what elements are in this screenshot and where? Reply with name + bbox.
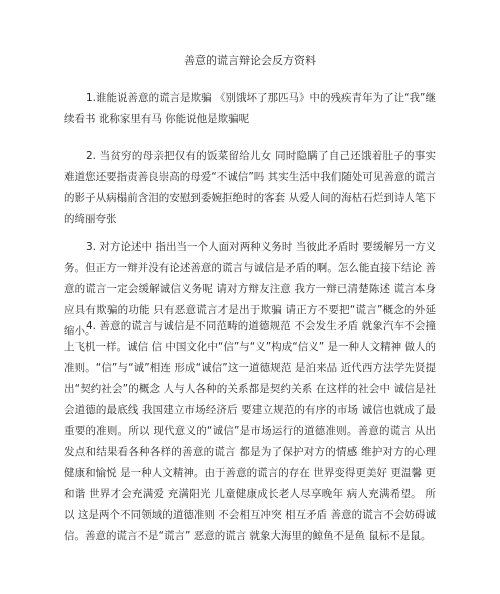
paragraph-2: 2. 当贫穷的母亲把仅有的饭菜留给儿女 同时隐瞒了自己还饿着肚子的事实 难道您还要指责善良崇高的母爱“不诚信”吗 其实生活中我们随处可见善意的谎言的影子从病榻前含泪的安慰到委婉拒绝时的客套 从爱人间的海枯石烂到诗人笔下的绮丽夸张	[64, 150, 436, 225]
paragraph-3: 3. 对方论述中 指出当一个人面对两种义务时 当彼此矛盾时 要缓解另一方义务。但正方一辩并没有论述善意的谎言与诚信是矛盾的啊。怎么能直接下结论 善意的谎言一定会缓解诚信义务呢 请对方辩友注意 我方一辩已清楚陈述 谎言本身应具有欺骗的功能 只有恶意谎言才是出于欺骗 请正方不要把“谎言”概念的外延缩小。	[64, 241, 436, 337]
document-title: 善意的谎言辩论会反方资料	[184, 54, 316, 67]
paragraph-1: 1.谁能说善意的谎言是欺骗 《别饿坏了那匹马》中的残疾青年为了让“我”继续看书 讹称家里有马 你能说他是欺骗呢	[64, 92, 436, 125]
paragraph-4: 4. 善意的谎言与诚信是不同范畴的道德规范 不会发生矛盾 就象汽车不会撞上飞机一样。诚信 信 中国文化中“信”与“义”构成“信义” 是一种人文精神 做人的准则。“信”与“诚”相连 形成“诚信”这一道德规范 是泊来品 近代西方法学先贤提出“契约社会”的概念 人与人各种的关系都是契约关系 在这样的社会中 诚信是社会道德的最底线 我国建立市场经济后 要建立规范的有序的市场 诚信也就成了最重要的准则。所以 现代意义的“诚信”是市场运行的道德准则。善意的谎言 从出发点和结果看各种各样的善意的谎言 都是为了保护对方的情感 维护对方的心理健康和愉悦 是一种人文精神。由于善意的谎言的存在 世界变得更美好 更温馨 更和谐 世界才会充满爱 充满阳光 儿童健康成长老人尽享晚年 病人充满希望。 所以 这是两个不同领域的道德准则 不会相互冲突 相互矛盾 善意的谎言不会妨碍诚信。善意的谎言不是“谎言” 恶意的谎言 就象大海里的鲸鱼不是鱼 鼠标不是鼠。	[64, 320, 436, 542]
